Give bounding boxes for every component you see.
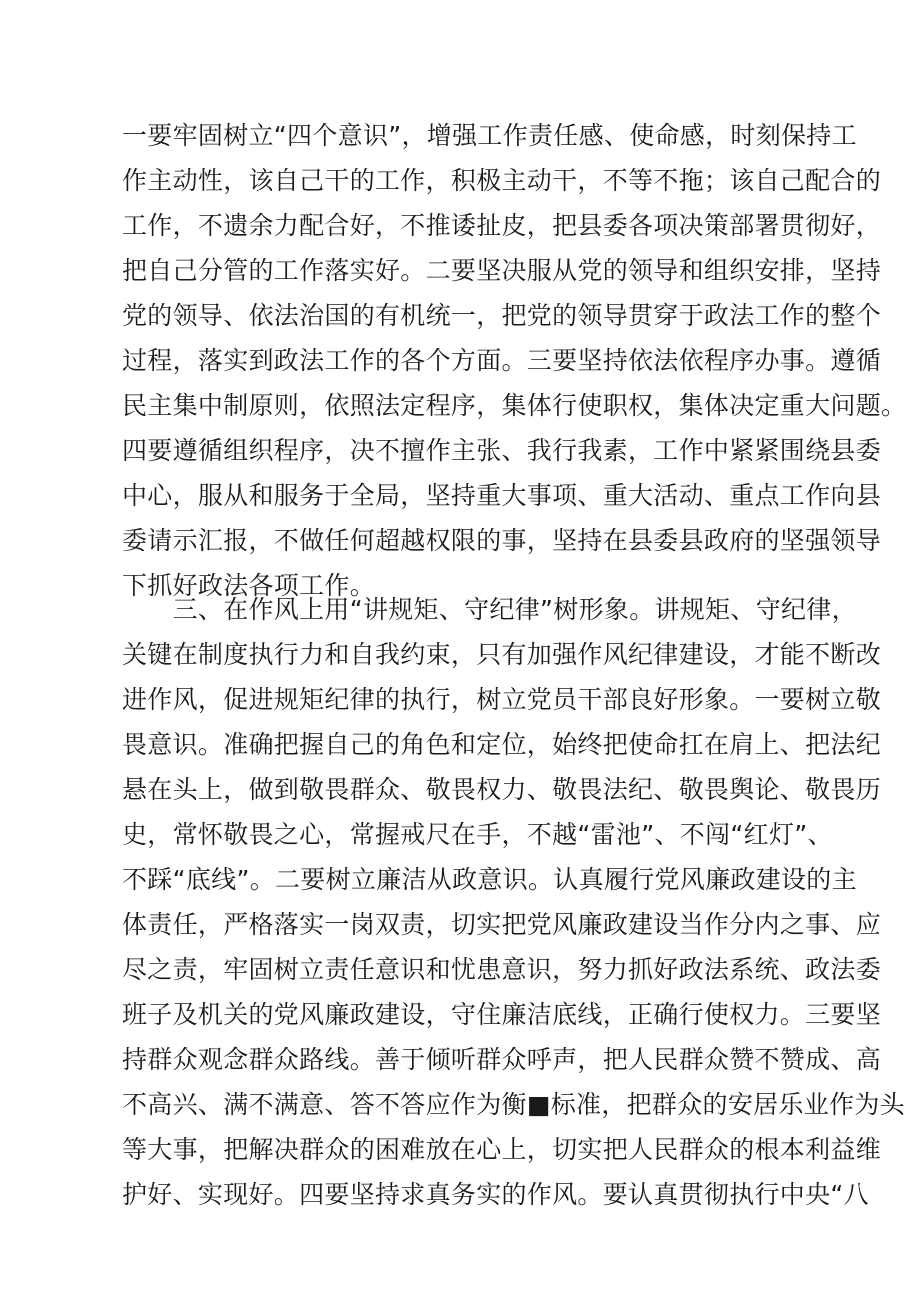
text-line: 下抓好政法各项工作。 (122, 571, 376, 600)
text-line: 进作风，促进规矩纪律的执行，树立党员干部良好形象。一要树立敬 (122, 685, 882, 714)
text-line: 工作，不遗余力配合好，不推诿扯皮，把县委各项决策部署贯彻好， (122, 211, 882, 240)
paragraph-2 (122, 587, 905, 1217)
text-line: 一要牢固树立“四个意识”，增强工作责任感、使命感，时刻保持工 (122, 121, 857, 150)
text-line: 史，常怀敬畏之心，常握戒尺在手，不越“雷池”、不闯“红灯”、 (122, 820, 833, 849)
text-line: 尽之责，牢固树立责任意识和忧患意识，努力抓好政法系统、政法委 (122, 955, 882, 984)
text-line: 体责任，严格落实一岗双责，切实把党风廉政建设当作分内之事、应 (122, 910, 882, 939)
text-line: 关键在制度执行力和自我约束，只有加强作风纪律建设，才能不断改 (122, 640, 882, 669)
text-line: 护好、实现好。四要坚持求真务实的作风。要认真贯彻执行中央“八 (122, 1180, 869, 1209)
paragraph-1 (122, 113, 907, 608)
text-line: 党的领导、依法治国的有机统一，把党的领导贯穿于政法工作的整个 (122, 301, 882, 330)
text-line: 中心，服从和服务于全局，坚持重大事项、重大活动、重点工作向县 (122, 481, 882, 510)
text-line: 等大事，把解决群众的困难放在心上，切实把人民群众的根本利益维 (122, 1135, 882, 1164)
text-line: 三、在作风上用“讲规矩、守纪律”树形象。讲规矩、守纪律， (122, 595, 857, 624)
text-line: 把自己分管的工作落实好。二要坚决服从党的领导和组织安排，坚持 (122, 256, 882, 285)
text-line: 民主集中制原则，依照法定程序，集体行使职权，集体决定重大问题。 (122, 391, 907, 420)
text-line: 作主动性，该自己干的工作，积极主动干，不等不拖；该自己配合的 (122, 166, 882, 195)
text-line: 悬在头上，做到敬畏群众、敬畏权力、敬畏法纪、敬畏舆论、敬畏历 (122, 775, 882, 804)
text-line: 班子及机关的党风廉政建设，守住廉洁底线，正确行使权力。三要坚 (122, 1000, 882, 1029)
text-line: 委请示汇报，不做任何超越权限的事，坚持在县委县政府的坚强领导 (122, 526, 882, 555)
text-line: 过程，落实到政法工作的各个方面。三要坚持依法依程序办事。遵循 (122, 346, 882, 375)
text-line: 四要遵循组织程序，决不擅作主张、我行我素，工作中紧紧围绕县委 (122, 436, 882, 465)
text-line: 畏意识。准确把握自己的角色和定位，始终把使命扛在肩上、把法纪 (122, 730, 882, 759)
text-line: 持群众观念群众路线。善于倾听群众呼声，把人民群众赞不赞成、高 (122, 1045, 882, 1074)
text-line: 不高兴、满不满意、答不答应作为衡■标准，把群众的安居乐业作为头 (122, 1090, 905, 1119)
text-line: 不踩“底线”。二要树立廉洁从政意识。认真履行党风廉政建设的主 (122, 865, 857, 894)
